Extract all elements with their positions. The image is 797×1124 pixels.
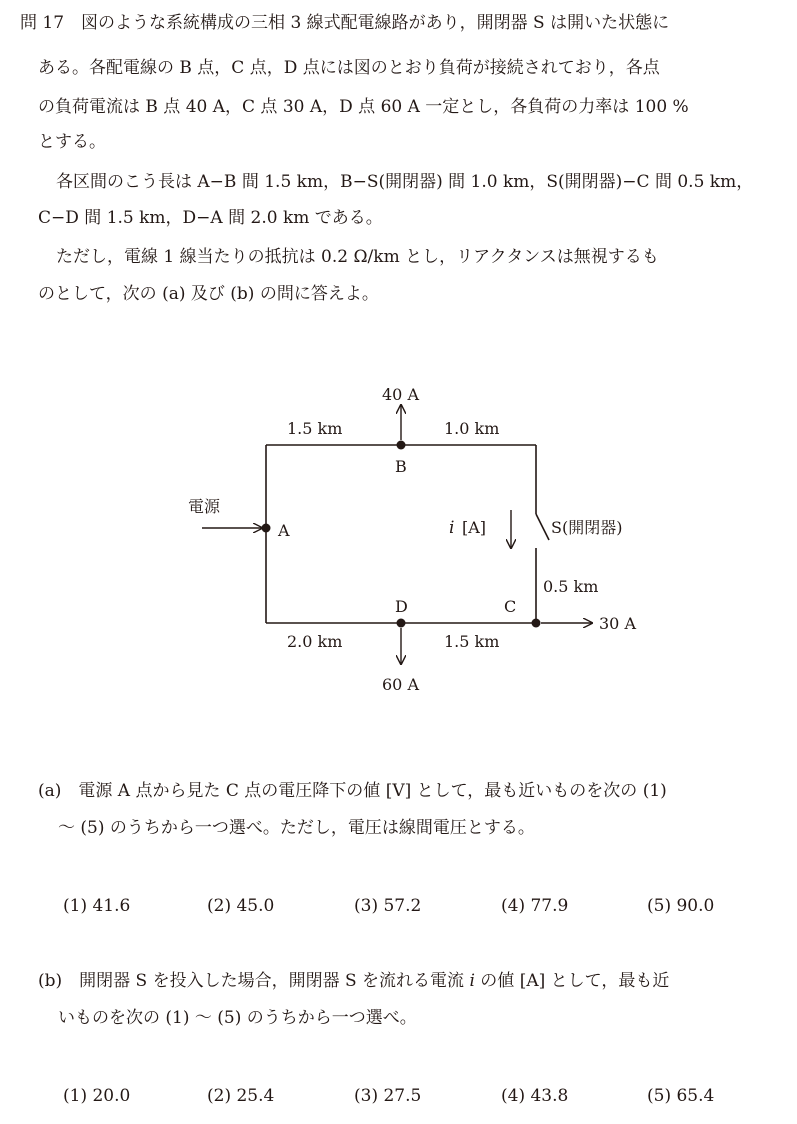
question-b-option-5[interactable]: (5) 65.4 bbox=[647, 1086, 715, 1106]
load-d-label: 60 A bbox=[382, 675, 419, 694]
question-a-option-5[interactable]: (5) 90.0 bbox=[647, 896, 715, 916]
question-b-line-2: いものを次の (1) 〜 (5) のうちから一つ選べ。 bbox=[58, 1008, 417, 1028]
question-b-line-1-pre: (b) 開閉器 S を投入した場合，開閉器 S を流れる電流 bbox=[38, 971, 470, 991]
switch-blade bbox=[536, 514, 549, 540]
distance-da: 2.0 km bbox=[287, 632, 343, 651]
switch-label: S(開閉器) bbox=[551, 518, 623, 537]
question-b-line-1 bbox=[38, 973, 669, 990]
question-b-option-1[interactable]: (1) 20.0 bbox=[63, 1086, 131, 1106]
node-b-label: B bbox=[395, 457, 407, 476]
load-b-label: 40 A bbox=[382, 385, 419, 404]
question-a-line-2: 〜 (5) のうちから一つ選べ。ただし，電圧は線間電圧とする。 bbox=[58, 818, 535, 838]
problem-line-4: とする。 bbox=[38, 132, 106, 152]
node-d-dot bbox=[397, 619, 406, 628]
problem-line-3: の負荷電流は B 点 40 A，C 点 30 A，D 点 60 A 一定とし，各負荷の力率は 100 % bbox=[38, 97, 689, 117]
node-a-label: A bbox=[278, 521, 290, 540]
source-label: 電源 bbox=[188, 497, 221, 516]
node-a-dot bbox=[262, 524, 271, 533]
question-b-option-3[interactable]: (3) 27.5 bbox=[354, 1086, 422, 1106]
question-b-option-2[interactable]: (2) 25.4 bbox=[207, 1086, 275, 1106]
distance-ab: 1.5 km bbox=[287, 419, 343, 438]
distance-sc: 0.5 km bbox=[543, 577, 599, 596]
question-b-current-var: i bbox=[469, 971, 475, 991]
node-c-dot bbox=[532, 619, 541, 628]
current-var: i bbox=[449, 518, 455, 538]
question-b-option-4[interactable]: (4) 43.8 bbox=[501, 1086, 569, 1106]
question-a-option-4[interactable]: (4) 77.9 bbox=[501, 896, 569, 916]
question-a-line-1: (a) 電源 A 点から見た C 点の電圧降下の値 [V] として，最も近いものを次の (1) bbox=[38, 781, 667, 801]
question-a-option-1[interactable]: (1) 41.6 bbox=[63, 896, 131, 916]
problem-line-7: ただし，電線 1 線当たりの抵抗は 0.2 Ω/km とし，リアクタンスは無視するも bbox=[56, 247, 659, 267]
question-b-line-1-post: の値 [A] として，最も近 bbox=[474, 971, 670, 991]
distance-cd: 1.5 km bbox=[444, 632, 500, 651]
problem-line-8: のとして，次の (a) 及び (b) の問に答えよ。 bbox=[38, 284, 379, 304]
node-b-dot bbox=[397, 441, 406, 450]
question-a-option-2[interactable]: (2) 45.0 bbox=[207, 896, 275, 916]
current-unit: [A] bbox=[462, 518, 487, 537]
question-a-option-3[interactable]: (3) 57.2 bbox=[354, 896, 422, 916]
load-c-label: 30 A bbox=[599, 614, 636, 633]
node-d-label: D bbox=[395, 597, 408, 616]
problem-line-2: ある。各配電線の B 点，C 点，D 点には図のとおり負荷が接続されており，各点 bbox=[38, 58, 660, 78]
problem-line-6: C−D 間 1.5 km，D−A 間 2.0 km である。 bbox=[38, 208, 383, 228]
distance-bs: 1.0 km bbox=[444, 419, 500, 438]
problem-line-5: 各区間のこう長は A−B 間 1.5 km，B−S(開閉器) 間 1.0 km，S(開閉器)−C 間 0.5 km， bbox=[56, 172, 754, 192]
node-c-label: C bbox=[504, 597, 517, 616]
problem-line-1: 問 17 図のような系統構成の三相 3 線式配電線路があり，開閉器 S は開いた状態に bbox=[20, 13, 670, 33]
